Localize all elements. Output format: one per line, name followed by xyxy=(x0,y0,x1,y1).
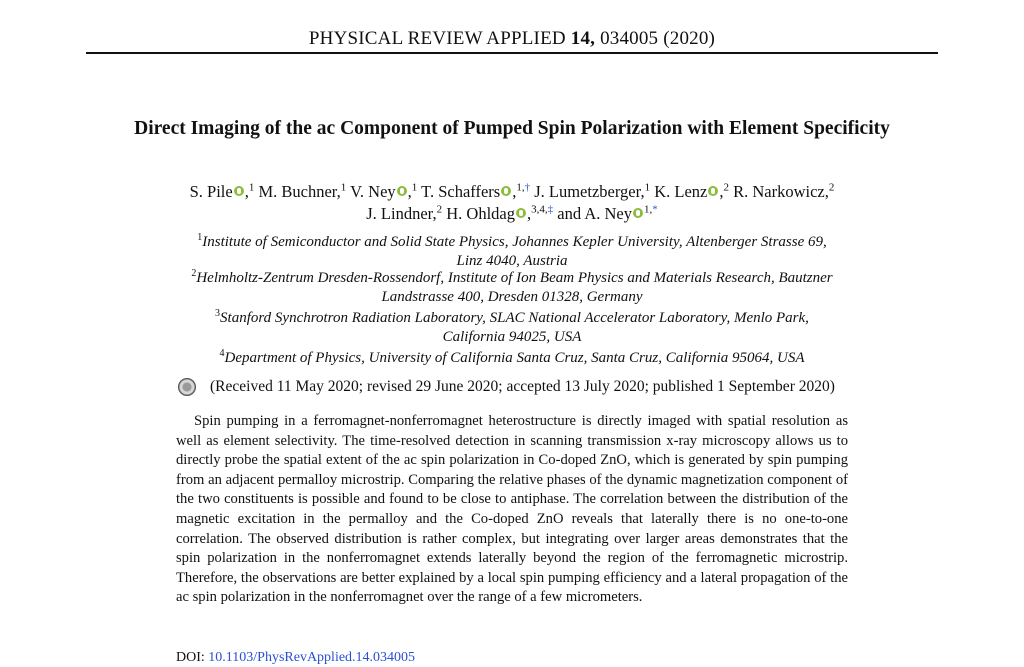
doi-label: DOI: xyxy=(176,650,205,665)
affiliation-4 xyxy=(130,344,894,368)
journal-article: 034005 (2020) xyxy=(600,28,716,49)
affiliation-ref: 2 xyxy=(436,203,443,216)
author-name[interactable]: J. Lumetzberger, xyxy=(534,182,645,201)
footnote-link[interactable]: * xyxy=(652,203,658,216)
author-name[interactable]: M. Buchner, xyxy=(258,182,341,201)
orcid-icon[interactable] xyxy=(501,186,511,196)
affiliation-number: 1 xyxy=(197,232,203,243)
author-name[interactable]: H. Ohldag xyxy=(446,204,516,223)
orcid-icon[interactable] xyxy=(397,186,407,196)
journal-volume: 14, xyxy=(570,28,596,49)
affiliation-ref: 1 xyxy=(644,181,651,194)
affiliation-ref: 2 xyxy=(828,181,835,194)
conjunction: and xyxy=(557,204,582,223)
affiliation-ref: 1,* xyxy=(643,203,658,216)
orcid-icon[interactable] xyxy=(633,208,643,218)
affiliation-number: 4 xyxy=(219,348,225,359)
author-name[interactable]: T. Schaffers xyxy=(421,182,501,201)
author-name[interactable]: S. Pile xyxy=(189,182,233,201)
orcid-icon[interactable] xyxy=(516,208,526,218)
affiliation-ref: 2 xyxy=(723,181,729,194)
affiliation-line: Landstrasse 400, Dresden 01328, Germany xyxy=(381,289,643,305)
crossmark-icon[interactable] xyxy=(178,378,196,396)
affiliation-line: Department of Physics, University of California Santa Cruz, Santa Cruz, California 95064, USA xyxy=(224,350,805,366)
affiliation-3 xyxy=(130,304,894,347)
affiliation-number: 2 xyxy=(191,268,197,279)
orcid-icon[interactable] xyxy=(234,186,244,196)
author-name[interactable]: V. Ney xyxy=(350,182,396,201)
journal-name: PHYSICAL REVIEW APPLIED xyxy=(308,28,566,49)
author-list: S. Pile ,$^1$ M. Buchner,$^1$ V. Ney ,$^1$ T. Schaffers ,$^{1,\dagger}$ J. Lumetzberger,$^1$ K. Lenz ,$^2$ R. Narkowicz,$^2$ J. Lindner,$^2$ H. Ohldag ,$^{3,4,\ddagger}$ and A. Ney $^{1,*}$ xyxy=(189,181,835,223)
affiliation-ref: 1 xyxy=(248,181,255,194)
received-dates xyxy=(176,377,876,397)
paper-title: Direct Imaging of the ac Component of Pumped Spin Polarization with Element Specificity xyxy=(134,118,890,139)
abstract: Spin pumping in a ferromagnet-nonferromagnet heterostructure is directly imaged with spatial resolution as well as element selectivity. The time-resolved detection in scanning transmission x-ray microscopy allows us to directly probe the spatial extent of the ac spin polarization in Co-doped ZnO, which is generated by spin pumping from an adjacent permalloy microstrip. Comparing the relative phases of the dynamic magnetization component of the two constituents is possible and found to be close to antiphase. The correlation between the distribution of the magnetic excitation in the permalloy and the Co-doped ZnO reveals that laterally there is no one-to-one correlation. The observed distribution is rather complex, but integrating over larger areas demonstrates that the spin polarization in the nonferromagnet extends laterally beyond the region of the ferromagnetic microstrip. Therefore, the observations are better explained by a local spin pumping efficiency and a lateral propagation of the ac spin polarization in the nonferromagnet over the range of a few micrometers. xyxy=(176,413,848,606)
header-rule xyxy=(86,52,938,54)
affiliation-ref: 3,4,‡ xyxy=(531,203,554,216)
affiliation-line: Institute of Semiconductor and Solid State Physics, Johannes Kepler University, Altenberger Strasse 69, xyxy=(202,234,827,250)
author-name[interactable]: J. Lindner, xyxy=(366,204,437,223)
footnote-link[interactable]: † xyxy=(524,181,531,194)
affiliation-line: California 94025, USA xyxy=(442,329,582,345)
journal-header xyxy=(86,28,938,50)
author-name[interactable]: R. Narkowicz, xyxy=(733,182,829,201)
received-text: (Received 11 May 2020; revised 29 June 2020; accepted 13 July 2020; published 1 September 2020) xyxy=(210,378,835,395)
affiliation-line: Stanford Synchrotron Radiation Laboratory, SLAC National Accelerator Laboratory, Menlo Park, xyxy=(220,310,809,326)
affiliation-ref: 1 xyxy=(411,181,418,194)
doi-link[interactable]: 10.1103/PhysRevApplied.14.034005 xyxy=(208,650,416,665)
orcid-icon[interactable] xyxy=(708,186,718,196)
affiliation-ref: 1 xyxy=(340,181,347,194)
affiliation-line: Linz 4040, Austria xyxy=(456,253,568,269)
author-name[interactable]: A. Ney xyxy=(584,204,632,223)
affiliation-line: Helmholtz-Zentrum Dresden-Rossendorf, Institute of Ion Beam Physics and Materials Research, Bautzner xyxy=(196,270,833,286)
affiliation-number: 3 xyxy=(215,308,221,319)
affiliation-ref: 1,† xyxy=(516,181,531,194)
footnote-link[interactable]: ‡ xyxy=(547,203,554,216)
doi-line xyxy=(176,649,415,667)
affiliation-2 xyxy=(130,264,894,307)
author-name[interactable]: K. Lenz xyxy=(654,182,708,201)
